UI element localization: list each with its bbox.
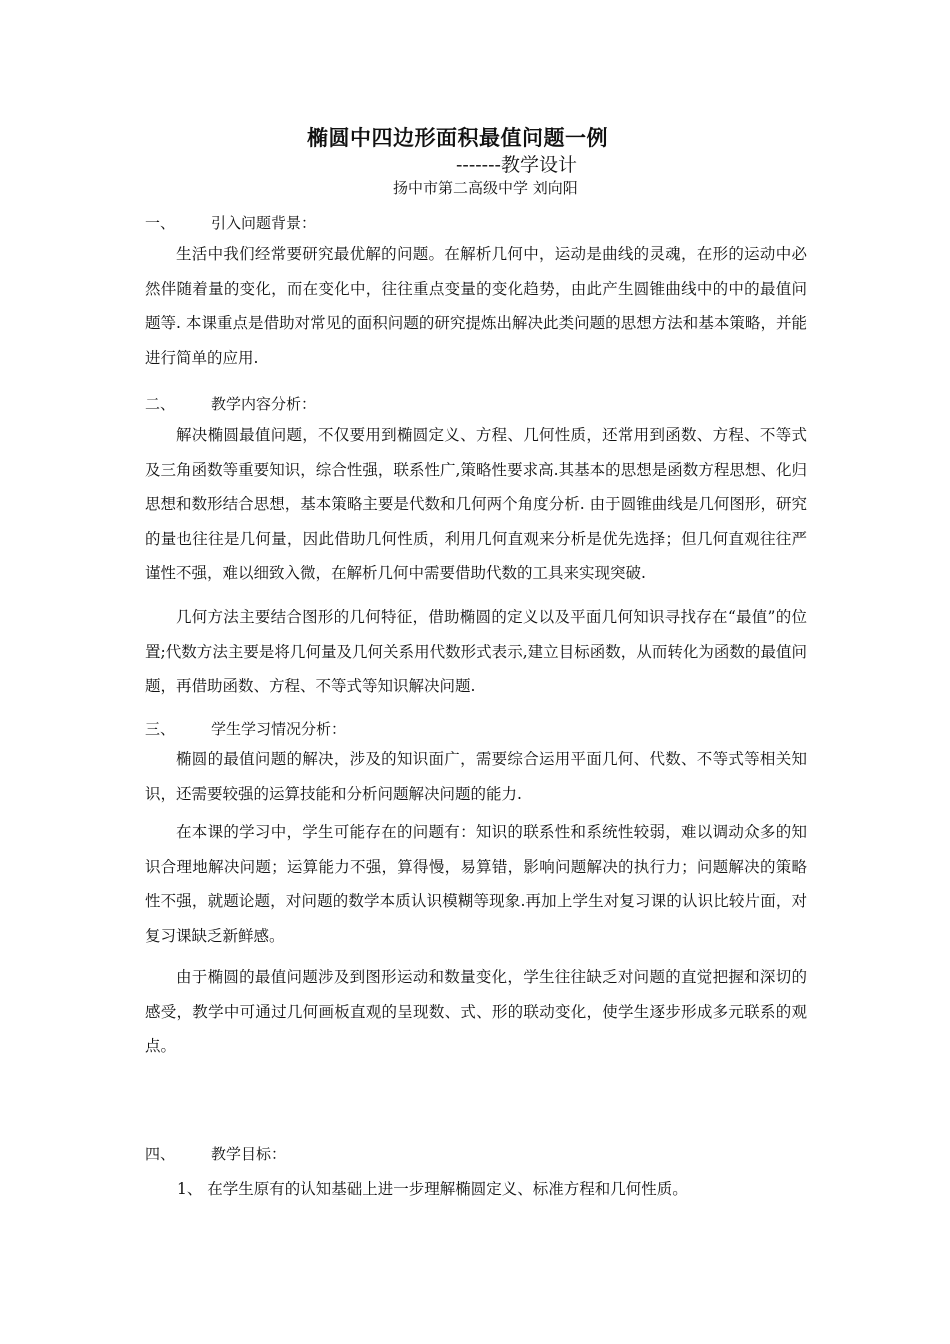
teaching-goal-item: 1、 在学生原有的认知基础上进一步理解椭圆定义、标准方程和几何性质。 [177, 1180, 688, 1198]
section-number: 二、 [145, 395, 176, 413]
section-heading-text: 引入问题背景： [211, 214, 317, 232]
document-author: 扬中市第二高级中学 刘向阳 [393, 179, 578, 197]
section-heading-1 [145, 212, 316, 233]
section-heading-3 [145, 718, 346, 739]
section-number: 四、 [145, 1145, 176, 1163]
paragraph-content-analysis-1: 解决椭圆最值问题，不仅要用到椭圆定义、方程、几何性质，还常用到函数、方程、不等式及三角函数等重要知识，综合性强，联系性广,策略性要求高.其基本的思想是函数方程思想、化归思想和数形结合思想，基本策略主要是代数和几何两个角度分析. 由于圆锥曲线是几何图形，研究的量也往往是几何量，因此借助几何性质，利用几何直观来分析是优先选择；但几何直观往往严谨性不强，难以细致入微，在解析几何中需要借助代数的工具来实现突破. [145, 426, 807, 582]
section-heading-text: 教学内容分析： [211, 395, 317, 413]
section-heading-4 [145, 1143, 286, 1164]
section-number: 一、 [145, 214, 176, 232]
section-heading-text: 学生学习情况分析： [211, 720, 347, 738]
paragraph-intro: 生活中我们经常要研究最优解的问题。在解析几何中，运动是曲线的灵魂，在形的运动中必然伴随着量的变化，而在变化中，往往重点变量的变化趋势，由此产生圆锥曲线中的中的最值问题等. 本课重点是借助对常见的面积问题的研究提炼出解决此类问题的思想方法和基本策略，并能进行简单的应用. [145, 245, 807, 367]
section-heading-text: 教学目标： [211, 1145, 287, 1163]
section-heading-2 [145, 393, 316, 414]
paragraph-content-analysis-2: 几何方法主要结合图形的几何特征，借助椭圆的定义以及平面几何知识寻找存在“最值”的位置;代数方法主要是将几何量及几何关系用代数形式表示,建立目标函数，从而转化为函数的最值问题，再借助函数、方程、不等式等知识解决问题. [145, 608, 807, 695]
paragraph-student-analysis-1: 椭圆的最值问题的解决，涉及的知识面广，需要综合运用平面几何、代数、不等式等相关知识，还需要较强的运算技能和分析问题解决问题的能力. [145, 750, 807, 803]
paragraph-student-analysis-3: 由于椭圆的最值问题涉及到图形运动和数量变化，学生往往缺乏对问题的直觉把握和深切的感受，教学中可通过几何画板直观的呈现数、式、形的联动变化，使学生逐步形成多元联系的观点。 [145, 968, 807, 1055]
document-title: 椭圆中四边形面积最值问题一例 [307, 125, 608, 150]
document-subtitle: -------教学设计 [456, 154, 577, 176]
section-number: 三、 [145, 720, 176, 738]
paragraph-student-analysis-2: 在本课的学习中，学生可能存在的问题有：知识的联系性和系统性较弱，难以调动众多的知识合理地解决问题；运算能力不强，算得慢，易算错，影响问题解决的执行力；问题解决的策略性不强，就题论题，对问题的数学本质认识模糊等现象.再加上学生对复习课的认识比较片面，对复习课缺乏新鲜感。 [145, 823, 807, 945]
